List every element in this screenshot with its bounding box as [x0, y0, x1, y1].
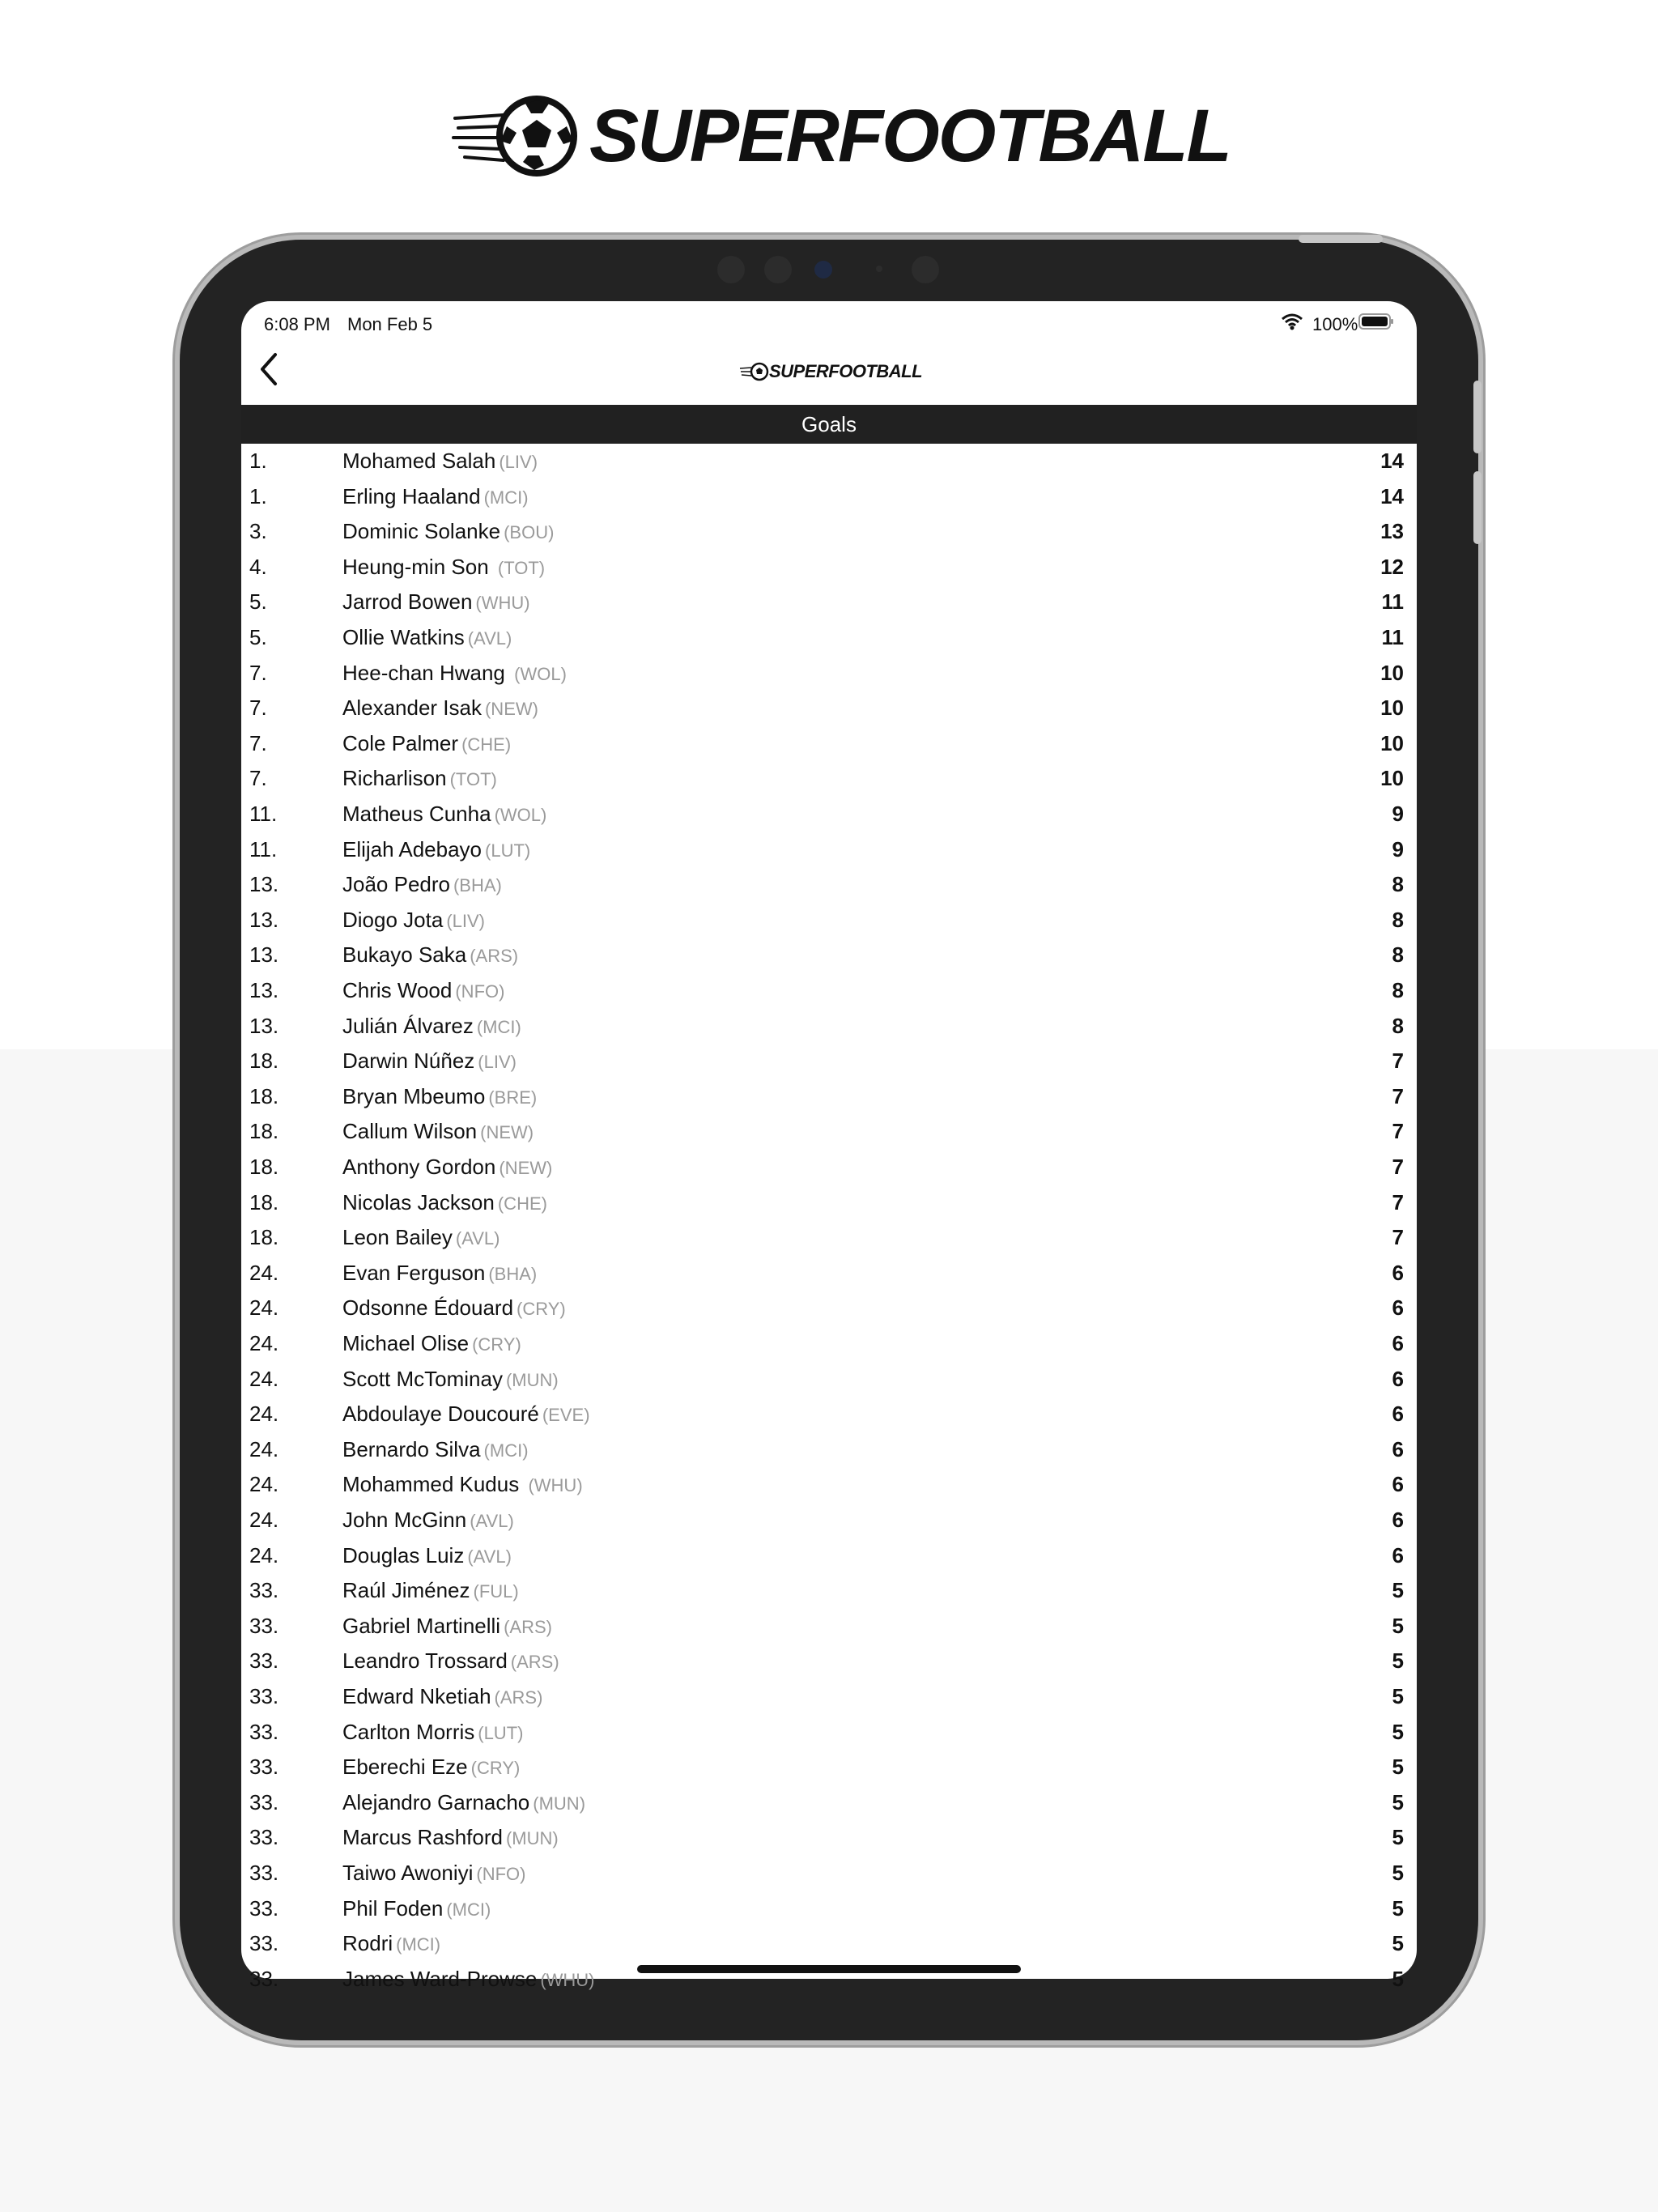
row-rank: 33.: [249, 1966, 279, 1991]
goal-count: 5: [1392, 1825, 1404, 1850]
player-name: [342, 449, 538, 474]
player-name-text: Chris Wood: [342, 978, 453, 1002]
team-code: (ARS): [504, 1616, 552, 1637]
player-name-text: Elijah Adebayo: [342, 836, 483, 861]
home-indicator[interactable]: [637, 1965, 1021, 1973]
table-row[interactable]: [241, 1114, 1417, 1150]
row-rank: 7.: [249, 730, 267, 755]
player-name: [342, 1967, 595, 1992]
goal-count: 7: [1392, 1119, 1404, 1144]
row-rank: 24.: [249, 1472, 279, 1497]
app-screen: [241, 301, 1417, 1991]
player-name: [342, 1367, 559, 1392]
player-name-text: John McGinn: [342, 1508, 467, 1532]
row-rank: 33.: [249, 1895, 279, 1921]
soccer-ball-icon: [453, 96, 583, 177]
row-rank: 4.: [249, 554, 267, 579]
player-name: [342, 1014, 521, 1039]
team-code: (MCI): [483, 487, 529, 508]
row-rank: 7.: [249, 696, 267, 721]
player-name-text: João Pedro: [342, 872, 450, 897]
goal-count: 6: [1392, 1472, 1404, 1497]
player-name: [342, 1295, 566, 1321]
row-rank: 24.: [249, 1436, 279, 1461]
row-rank: 18.: [249, 1083, 279, 1108]
table-row[interactable]: [241, 550, 1417, 585]
row-rank: 24.: [249, 1508, 279, 1532]
row-rank: 13.: [249, 978, 279, 1002]
player-name: [342, 731, 511, 756]
section-header: Goals: [241, 405, 1417, 444]
table-row[interactable]: [241, 1609, 1417, 1644]
team-code: (BOU): [504, 522, 555, 543]
goal-count: 10: [1380, 660, 1404, 685]
row-rank: 7.: [249, 766, 267, 791]
goal-count: 13: [1380, 519, 1404, 544]
player-name-text: Cole Palmer: [342, 730, 459, 755]
row-rank: 13.: [249, 942, 279, 968]
player-name: [342, 1402, 590, 1427]
team-code: (MUN): [505, 1828, 559, 1849]
goal-count: 7: [1392, 1155, 1404, 1179]
goal-count: 8: [1392, 1013, 1404, 1038]
team-code: (TOT): [449, 769, 497, 790]
player-name-text: Eberechi Eze: [342, 1755, 468, 1780]
player-name: [342, 1648, 559, 1674]
player-name-text: Scott McTominay: [342, 1366, 503, 1391]
player-name-text: Erling Haaland: [342, 483, 481, 508]
table-row[interactable]: [241, 1467, 1417, 1503]
nav-logo: [740, 361, 923, 382]
row-rank: 18.: [249, 1119, 279, 1144]
table-row[interactable]: [241, 1291, 1417, 1326]
goal-count: 5: [1392, 1613, 1404, 1638]
player-name-text: Michael Olise: [342, 1331, 470, 1355]
row-rank: 1.: [249, 449, 267, 473]
row-rank: 5.: [249, 625, 267, 649]
table-row[interactable]: [241, 1820, 1417, 1856]
team-code: (MCI): [396, 1934, 441, 1955]
team-code: (NFO): [476, 1864, 526, 1884]
team-code: (WHU): [528, 1475, 583, 1496]
table-row[interactable]: [241, 1044, 1417, 1079]
table-row[interactable]: [241, 1926, 1417, 1962]
player-name-text: Matheus Cunha: [342, 802, 491, 826]
goal-count: 7: [1392, 1225, 1404, 1250]
player-name: [342, 1684, 542, 1709]
table-row[interactable]: [241, 1432, 1417, 1468]
tablet-device: [180, 240, 1478, 2040]
table-row[interactable]: [241, 1220, 1417, 1256]
table-row[interactable]: [241, 1750, 1417, 1785]
goal-count: 9: [1392, 802, 1404, 826]
row-rank: 13.: [249, 907, 279, 932]
goal-count: 6: [1392, 1402, 1404, 1427]
player-name-text: Hee-chan Hwang: [342, 660, 512, 685]
row-rank: 18.: [249, 1049, 279, 1074]
team-code: (CHE): [461, 734, 512, 755]
goal-count: 8: [1392, 872, 1404, 897]
team-code: (MCI): [476, 1016, 521, 1037]
player-name: [342, 978, 504, 1003]
team-code: (CRY): [470, 1758, 521, 1779]
goal-count: 14: [1380, 449, 1404, 473]
goal-count: 6: [1392, 1366, 1404, 1391]
player-name: [342, 942, 518, 968]
player-name: [342, 1861, 525, 1886]
row-rank: 24.: [249, 1260, 279, 1285]
table-row[interactable]: [241, 1715, 1417, 1750]
team-code: (CHE): [497, 1193, 547, 1214]
player-name: [342, 1472, 583, 1497]
player-name: [342, 766, 497, 791]
table-row[interactable]: [241, 761, 1417, 797]
team-code: (ARS): [510, 1652, 559, 1673]
row-rank: 33.: [249, 1719, 279, 1744]
player-name: [342, 661, 567, 686]
player-name-text: Abdoulaye Doucouré: [342, 1402, 539, 1427]
table-row[interactable]: [241, 1573, 1417, 1609]
table-row[interactable]: [241, 1326, 1417, 1362]
status-time: 6:08 PM: [264, 314, 330, 334]
goal-count: 8: [1392, 978, 1404, 1002]
nav-logo-text: SUPERFOOTBALL: [769, 361, 923, 381]
goal-count: 7: [1392, 1083, 1404, 1108]
row-rank: 3.: [249, 519, 267, 544]
row-rank: 24.: [249, 1542, 279, 1568]
player-name: [342, 1155, 552, 1180]
row-rank: 24.: [249, 1295, 279, 1321]
row-rank: 13.: [249, 1013, 279, 1038]
player-name: [342, 1190, 547, 1215]
table-row[interactable]: [241, 479, 1417, 515]
table-row[interactable]: [241, 1185, 1417, 1221]
team-code: (MCI): [446, 1899, 491, 1920]
team-code: (BRE): [488, 1087, 538, 1108]
player-name-text: Bernardo Silva: [342, 1436, 481, 1461]
player-name: [342, 1437, 529, 1462]
player-name-text: Phil Foden: [342, 1895, 444, 1921]
player-name: [342, 1790, 585, 1815]
goal-count: 6: [1392, 1295, 1404, 1321]
player-name: [342, 908, 485, 933]
battery-percent: 100%: [1312, 314, 1358, 334]
goal-count: 7: [1392, 1049, 1404, 1074]
status-date: Mon Feb 5: [347, 314, 433, 334]
goal-count: 12: [1380, 554, 1404, 579]
team-code: (NEW): [480, 1122, 534, 1143]
table-row[interactable]: [241, 1256, 1417, 1291]
player-name-text: Taiwo Awoniyi: [342, 1861, 474, 1885]
hero-logo-text: SUPERFOOTBALL: [589, 95, 1231, 177]
player-name-text: Julián Álvarez: [342, 1013, 474, 1038]
player-name: [342, 1720, 523, 1745]
row-rank: 33.: [249, 1578, 279, 1603]
player-name: [342, 1896, 491, 1921]
player-name: [342, 1225, 500, 1250]
table-row[interactable]: [241, 1679, 1417, 1715]
player-name: [342, 1508, 514, 1533]
team-code: (NEW): [484, 699, 538, 720]
team-code: (LUT): [478, 1722, 524, 1743]
row-rank: 33.: [249, 1755, 279, 1780]
player-name: [342, 1825, 559, 1850]
table-row[interactable]: [241, 1891, 1417, 1927]
team-code: (AVL): [467, 1546, 512, 1567]
row-rank: 24.: [249, 1366, 279, 1391]
table-row[interactable]: [241, 656, 1417, 691]
player-name: [342, 1755, 520, 1780]
table-row[interactable]: [241, 1397, 1417, 1432]
row-rank: 24.: [249, 1331, 279, 1355]
battery-icon: [1358, 313, 1394, 330]
player-name-text: Gabriel Martinelli: [342, 1613, 501, 1638]
table-row[interactable]: [241, 1079, 1417, 1115]
sensor: [764, 256, 792, 283]
goal-count: 10: [1380, 730, 1404, 755]
team-code: (LUT): [485, 840, 531, 861]
player-name-text: Rodri: [342, 1931, 393, 1956]
table-row[interactable]: [241, 938, 1417, 973]
player-name-text: Callum Wilson: [342, 1119, 478, 1144]
player-name-text: Leandro Trossard: [342, 1648, 508, 1674]
goal-count: 6: [1392, 1542, 1404, 1568]
player-name-text: Richarlison: [342, 766, 447, 791]
team-code: (CRY): [517, 1299, 566, 1320]
row-rank: 33.: [249, 1789, 279, 1814]
team-code: (MUN): [533, 1793, 586, 1814]
goal-count: 5: [1392, 1966, 1404, 1991]
goal-count: 5: [1392, 1861, 1404, 1885]
wifi-icon: [1281, 313, 1303, 330]
volume-down-button: [1473, 471, 1482, 544]
row-rank: 24.: [249, 1402, 279, 1427]
player-name: [342, 555, 545, 580]
table-row[interactable]: [241, 867, 1417, 903]
sensor: [876, 266, 882, 272]
goal-count: 8: [1392, 907, 1404, 932]
player-name-text: Dominic Solanke: [342, 519, 501, 544]
team-code: (LIV): [499, 452, 538, 472]
player-name-text: Bukayo Saka: [342, 942, 467, 968]
player-name-text: Evan Ferguson: [342, 1260, 486, 1285]
row-rank: 7.: [249, 660, 267, 685]
player-name: [342, 872, 502, 897]
player-name-text: Diogo Jota: [342, 907, 444, 932]
goal-count: 5: [1392, 1648, 1404, 1674]
goal-count: 5: [1392, 1578, 1404, 1603]
table-row[interactable]: [241, 514, 1417, 550]
player-name: [342, 484, 529, 509]
table-row[interactable]: [241, 444, 1417, 479]
goal-count: 8: [1392, 942, 1404, 968]
row-rank: 5.: [249, 589, 267, 615]
table-row[interactable]: [241, 726, 1417, 762]
player-name-text: James Ward-Prowse: [342, 1966, 538, 1991]
row-rank: 18.: [249, 1155, 279, 1179]
nav-bar: [241, 334, 1417, 405]
table-row[interactable]: [241, 691, 1417, 726]
goal-count: 10: [1380, 696, 1404, 721]
team-code: (WOL): [514, 663, 567, 684]
table-row[interactable]: [241, 1538, 1417, 1574]
goal-count: 5: [1392, 1789, 1404, 1814]
row-rank: 33.: [249, 1931, 279, 1956]
player-name-text: Alejandro Garnacho: [342, 1789, 530, 1814]
player-name: [342, 1119, 534, 1144]
back-chevron-icon[interactable]: [254, 348, 287, 390]
table-row[interactable]: [241, 973, 1417, 1009]
row-rank: 1.: [249, 483, 267, 508]
team-code: (MUN): [505, 1369, 559, 1390]
hero-logo: [453, 95, 1231, 177]
player-name: [342, 1049, 517, 1074]
row-rank: 18.: [249, 1225, 279, 1250]
power-button: [1299, 235, 1383, 243]
player-name-text: Edward Nketiah: [342, 1684, 491, 1708]
team-code: (AVL): [455, 1228, 500, 1249]
team-code: (BHA): [488, 1263, 538, 1284]
player-name-text: Darwin Núñez: [342, 1049, 475, 1074]
team-code: (CRY): [472, 1334, 521, 1355]
player-name: [342, 837, 530, 862]
table-row[interactable]: [241, 1362, 1417, 1397]
team-code: (MCI): [483, 1440, 529, 1461]
player-name-text: Mohammed Kudus: [342, 1472, 525, 1497]
team-code: (EVE): [542, 1405, 590, 1426]
team-code: (FUL): [473, 1581, 519, 1602]
table-row[interactable]: [241, 1503, 1417, 1538]
goal-count: 10: [1380, 766, 1404, 791]
team-code: (ARS): [494, 1687, 543, 1708]
player-name-text: Douglas Luiz: [342, 1542, 465, 1568]
volume-up-button: [1473, 381, 1482, 453]
player-name-text: Leon Bailey: [342, 1225, 453, 1250]
goal-count: 9: [1392, 836, 1404, 861]
table-row[interactable]: [241, 1785, 1417, 1821]
player-name: [342, 1084, 537, 1109]
goal-count: 5: [1392, 1931, 1404, 1956]
player-name: [342, 519, 554, 544]
goal-count: 5: [1392, 1719, 1404, 1744]
team-code: (NEW): [499, 1158, 553, 1178]
goal-count: 5: [1392, 1684, 1404, 1708]
team-code: (LIV): [478, 1052, 517, 1073]
goal-count: 6: [1392, 1260, 1404, 1285]
player-name-text: Anthony Gordon: [342, 1155, 496, 1179]
row-rank: 11.: [249, 802, 278, 826]
sensor: [912, 256, 939, 283]
player-name-text: Nicolas Jackson: [342, 1189, 495, 1214]
soccer-ball-icon: [740, 361, 769, 382]
team-code: (NFO): [455, 981, 505, 1002]
table-row[interactable]: [241, 832, 1417, 868]
team-code: (TOT): [497, 557, 546, 578]
table-row[interactable]: [241, 1644, 1417, 1679]
player-name-text: Ollie Watkins: [342, 625, 465, 649]
player-name: [342, 802, 546, 827]
player-name-text: Alexander Isak: [342, 696, 482, 721]
player-name-text: Carlton Morris: [342, 1719, 475, 1744]
player-name-text: Jarrod Bowen: [342, 589, 473, 615]
goal-count: 5: [1392, 1755, 1404, 1780]
player-name: [342, 1578, 519, 1603]
player-name-text: Marcus Rashford: [342, 1825, 503, 1850]
row-rank: 13.: [249, 872, 279, 897]
row-rank: 33.: [249, 1684, 279, 1708]
table-row[interactable]: [241, 620, 1417, 656]
player-name-text: Mohamed Salah: [342, 449, 496, 473]
goal-count: 11: [1381, 625, 1404, 649]
table-row[interactable]: [241, 1856, 1417, 1891]
team-code: (WOL): [494, 805, 547, 825]
team-code: (LIV): [446, 910, 485, 931]
row-rank: 18.: [249, 1189, 279, 1214]
player-name-text: Heung-min Son: [342, 554, 495, 579]
player-name: [342, 625, 512, 650]
player-name: [342, 1931, 440, 1956]
goal-count: 11: [1381, 589, 1404, 615]
player-name-text: Odsonne Édouard: [342, 1295, 514, 1321]
row-rank: 33.: [249, 1613, 279, 1638]
camera-lens: [814, 261, 832, 279]
team-code: (AVL): [467, 628, 512, 649]
goal-count: 14: [1380, 483, 1404, 508]
player-name-text: Bryan Mbeumo: [342, 1083, 486, 1108]
table-row[interactable]: [241, 585, 1417, 620]
goal-count: 6: [1392, 1436, 1404, 1461]
status-bar: [241, 301, 1417, 334]
team-code: (BHA): [453, 875, 502, 896]
player-name: [342, 696, 538, 721]
goal-count: 7: [1392, 1189, 1404, 1214]
table-row[interactable]: [241, 797, 1417, 832]
sensor: [717, 256, 745, 283]
row-rank: 33.: [249, 1648, 279, 1674]
goal-count: 5: [1392, 1895, 1404, 1921]
player-name: [342, 1614, 552, 1639]
goal-count: 6: [1392, 1331, 1404, 1355]
team-code: (ARS): [470, 946, 519, 967]
team-code: (WHU): [540, 1969, 595, 1990]
player-name: [342, 1543, 512, 1568]
team-code: (WHU): [475, 593, 530, 614]
player-name: [342, 1331, 521, 1356]
player-name: [342, 1261, 537, 1286]
table-row[interactable]: [241, 1009, 1417, 1044]
player-name: [342, 589, 530, 615]
table-row[interactable]: [241, 1150, 1417, 1185]
row-rank: 33.: [249, 1861, 279, 1885]
row-rank: 33.: [249, 1825, 279, 1850]
goal-count: 6: [1392, 1508, 1404, 1532]
row-rank: 11.: [249, 836, 278, 861]
table-row[interactable]: [241, 903, 1417, 938]
team-code: (AVL): [470, 1511, 514, 1531]
player-name-text: Raúl Jiménez: [342, 1578, 470, 1603]
